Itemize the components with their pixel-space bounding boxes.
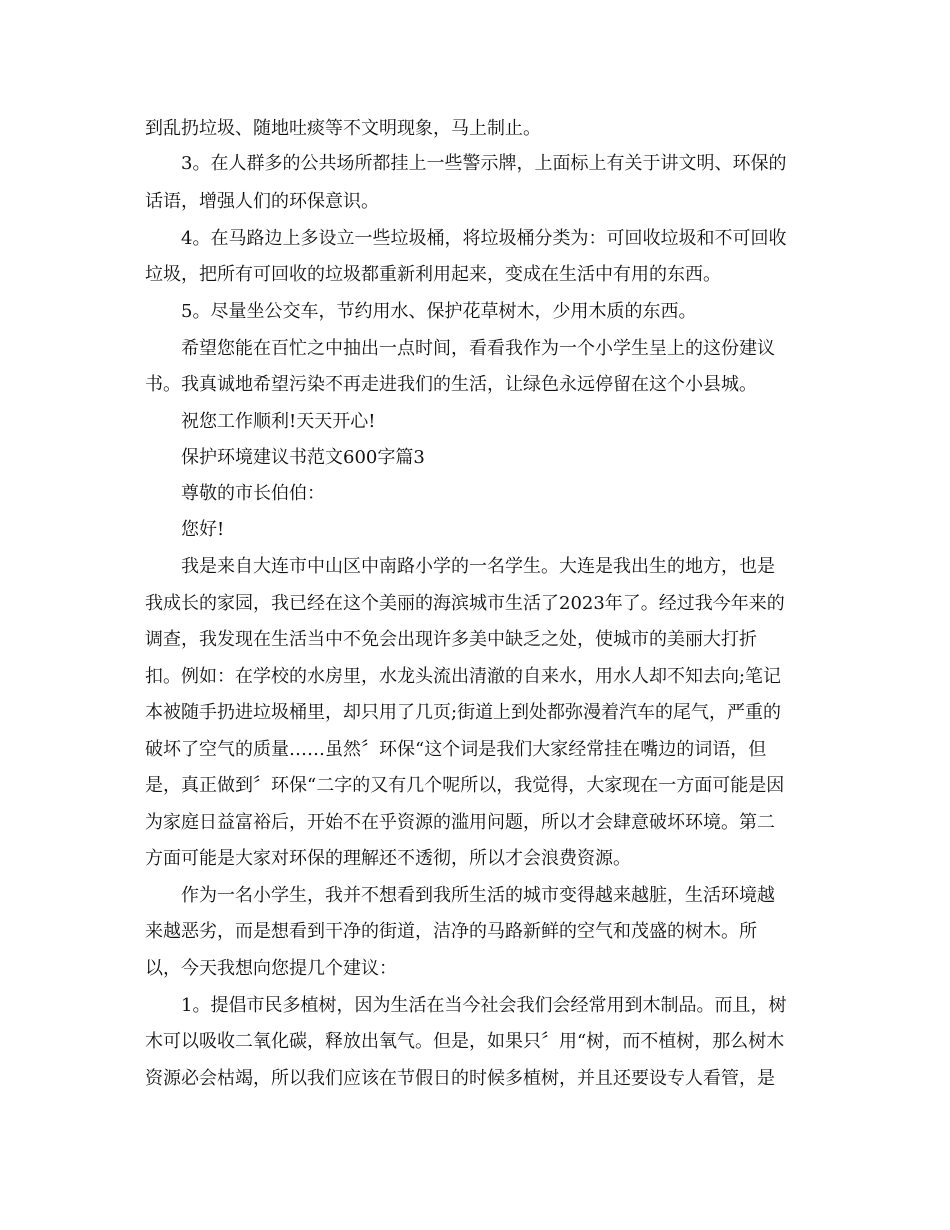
paragraph-line: 3。在人群多的公共场所都挂上一些警示牌，上面标上有关于讲文明、环保的 [181,153,787,174]
text-line: 来越恶劣，而是想看到干净的街道，洁净的马路新鲜的空气和茂盛的树木。所 [145,921,757,942]
text-line: 为家庭日益富裕后，开始不在乎资源的滥用问题，所以才会肆意破坏环境。第二 [145,812,775,833]
text-line: 书。我真诚地希望污染不再走进我们的生活，让绿色永远停留在这个小县城。 [145,374,757,395]
text-line: 到乱扔垃圾、随地吐痰等不文明现象，马上制止。 [145,118,541,139]
text-line: 木可以吸收二氧化碳，释放出氧气。但是，如果只〞用“树，而不植树，那么树木 [145,1031,785,1052]
text-line: 垃圾，把所有可回收的垃圾都重新利用起来，变成在生活中有用的东西。 [145,264,721,285]
salutation: 尊敬的市长伯伯： [181,483,325,504]
text-line: 扣。例如：在学校的水房里，水龙头流出清澈的自来水，用水人却不知去向;笔记 [145,666,782,687]
text-line: 是，真正做到〞环保“二字的又有几个呢所以，我觉得，大家现在一方面可能是因 [145,775,785,796]
greeting: 您好! [181,519,225,540]
text-line: 调查，我发现在生活当中不免会出现许多美中缺乏之处，使城市的美丽大打折 [145,629,757,650]
text-line: 以，今天我想向您提几个建议： [145,958,397,979]
closing-line: 祝您工作顺利!天天开心! [181,411,376,432]
text-line: 我成长的家园，我已经在这个美丽的海滨城市生活了2023年了。经过我今年来的 [145,593,785,614]
paragraph-line: 我是来自大连市中山区中南路小学的一名学生。大连是我出生的地方，也是 [181,556,775,577]
text-line: 话语，增强人们的环保意识。 [145,191,379,212]
text-line: 破坏了空气的质量……虽然〞环保“这个词是我们大家经常挂在嘴边的词语，但 [145,739,767,760]
text-line: 本被随手扔进垃圾桶里，却只用了几页;街道上到处都弥漫着汽车的尾气，严重的 [145,702,782,723]
section-title: 保护环境建议书范文600字篇3 [181,447,425,468]
paragraph-line: 作为一名小学生，我并不想看到我所生活的城市变得越来越脏，生活环境越 [181,885,775,906]
text-line: 资源必会枯竭，所以我们应该在节假日的时候多植树，并且还要设专人看管，是 [145,1068,775,1089]
paragraph-line: 5。尽量坐公交车，节约用水、保护花草树木，少用木质的东西。 [181,301,697,322]
paragraph-line: 4。在马路边上多设立一些垃圾桶，将垃圾桶分类为：可回收垃圾和不可回收 [181,228,787,249]
text-line: 方面可能是大家对环保的理解还不透彻，所以才会浪费资源。 [145,848,631,869]
paragraph-line: 希望您能在百忙之中抽出一点时间，看看我作为一个小学生呈上的这份建议 [181,338,775,359]
paragraph-line: 1。提倡市民多植树，因为生活在当今社会我们会经常用到木制品。而且，树 [181,995,787,1016]
